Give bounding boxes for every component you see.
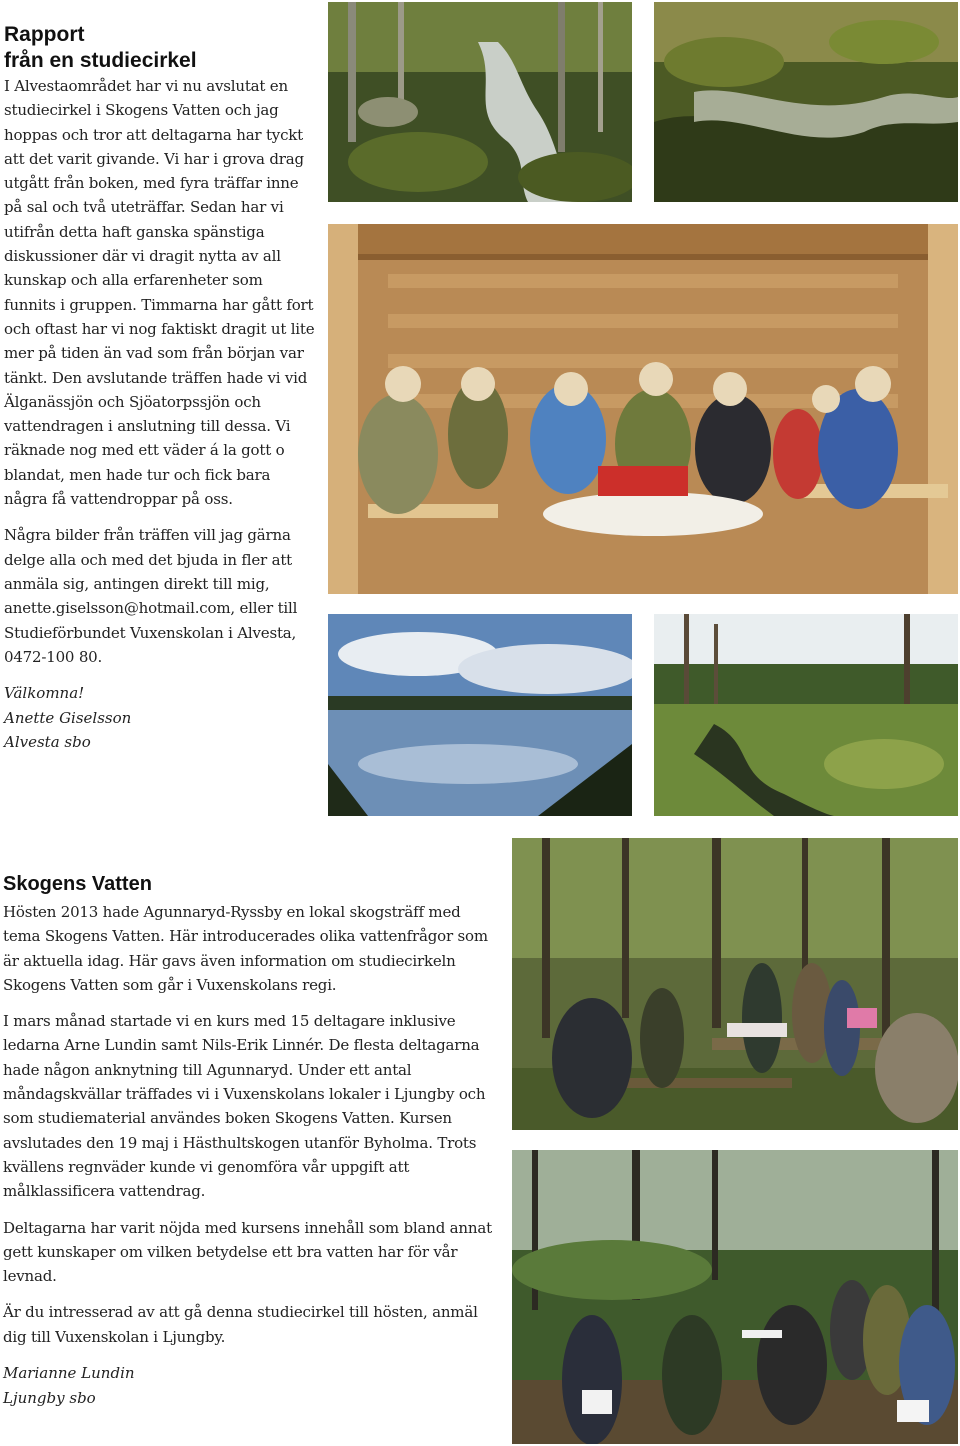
title-line-2: från en studiecirkel: [4, 49, 197, 72]
title-line-1: Rapport: [4, 23, 85, 46]
article-rapport: [4, 22, 316, 755]
photo-group-classification: [512, 1150, 958, 1444]
photo-mossy-brook: [654, 2, 958, 202]
body-paragraph: Några bilder från träffen vill jag gärna delge alla och med det bjuda in fler att anmäla sig, antingen direkt till mig, anette.giselsson@hotmail.com, eller till Studieförbundet Vuxenskolan i Alvesta, 0472-100 80.: [4, 526, 298, 666]
article-skogens-vatten: [3, 872, 495, 1410]
signature-greeting: Välkomna!: [4, 684, 85, 703]
signature-name: Anette Giselsson: [4, 708, 132, 727]
body-paragraph: Är du intresserad av att gå denna studiecirkel till hösten, anmäl dig till Vuxenskolan i Ljungby.: [3, 1303, 478, 1346]
body-paragraph: I Alvestaområdet har vi nu avslutat en studiecirkel i Skogens Vatten och jag hoppas och tror att deltagarna har tyckt att det varit givande. Vi har i grova drag utgått från boken, med fyra träffar inne på sal och två uteträffar. Sedan har vi utifrån detta haft ganska spänstiga diskussioner där vi dragit nytta av all kunskap och alla erfarenheter som funnits i gruppen. Timmarna har gått fort och oftast har vi nog faktiskt dragit ut lite mer på tiden än vad som från början var tänkt. Den avslutande träffen hade vi vid Älganässjön och Sjöatorpssjön och vattendragen i anslutning till dessa. Vi räknade nog med ett väder á la gott o blandat, men hade tur och fick bara några få vattendroppar på oss.: [4, 77, 315, 509]
signature-org: Ljungby sbo: [3, 1388, 96, 1407]
signature-org: Alvesta sbo: [4, 733, 91, 752]
body-paragraph: I mars månad startade vi en kurs med 15 deltagare inklusive ledarna Arne Lundin samt Nils-Erik Linnér. De flesta deltagarna hade någon anknytning till Agunnaryd. Under ett antal måndagskvällar träffades vi i Vuxenskolans lokaler i Ljungby och som studiematerial användes boken Skogens Vatten. Kursen avslutades den 19 maj i Hästhultskogen utanför Byholma. Trots kvällens regnväder kunde vi genomföra vår uppgift att målklassificera vattendrag.: [3, 1012, 486, 1201]
photo-wetland-stream: [654, 614, 958, 816]
signature-name: Marianne Lundin: [3, 1364, 135, 1383]
article-title: Skogens Vatten: [3, 873, 152, 895]
body-paragraph: Hösten 2013 hade Agunnaryd-Ryssby en lokal skogsträff med tema Skogens Vatten. Här introducerades olika vattenfrågor som är aktuella idag. Här gavs även information om studiecirkeln Skogens Vatten som går i Vuxenskolans regi.: [3, 903, 488, 994]
photo-lake-reflection: [328, 614, 632, 816]
photo-forest-stream: [328, 2, 632, 202]
article-title: [4, 22, 316, 74]
photo-group-forest-table: [512, 838, 958, 1130]
body-paragraph: Deltagarna har varit nöjda med kursens innehåll som bland annat gett kunskaper om vilken betydelse ett bra vatten har för vår levnad.: [3, 1218, 492, 1286]
photo-group-shelter: [328, 224, 958, 594]
